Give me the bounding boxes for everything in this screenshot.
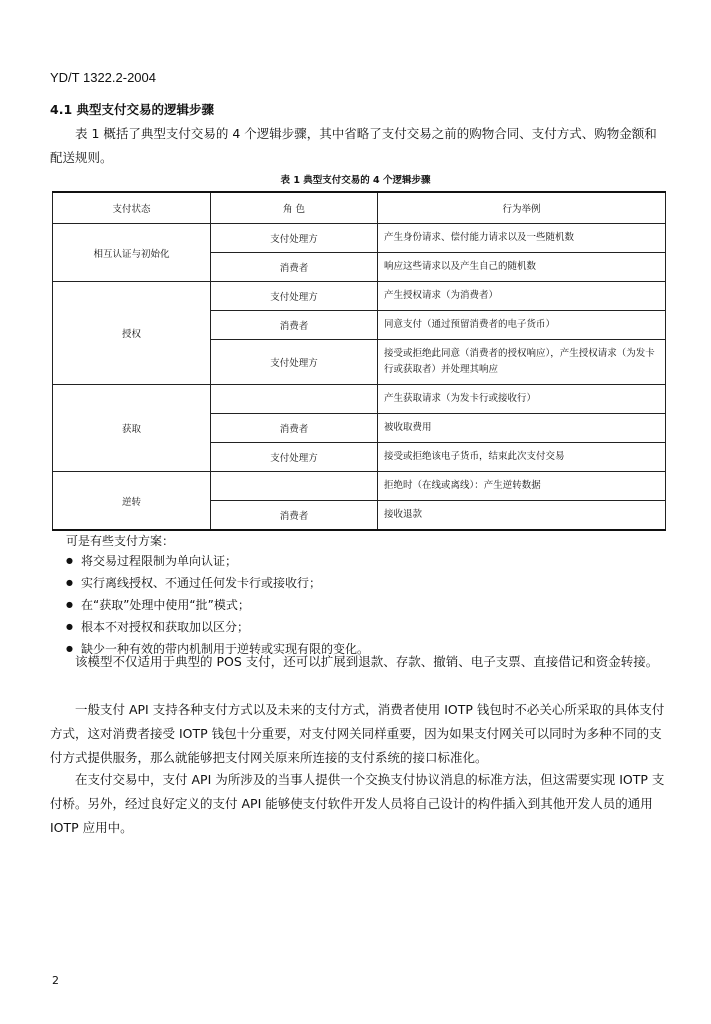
intro-paragraph: 表 1 概括了典型支付交易的 4 个逻辑步骤，其中省略了支付交易之前的购物合同、支付方式、购物金额和配送规则。	[50, 126, 657, 165]
role-cell: 消费者	[211, 311, 378, 340]
list-item-text: 实行离线授权、不通过任何发卡行或接收行；	[80, 576, 321, 590]
role-cell: 消费者	[211, 414, 378, 443]
table-row	[53, 282, 666, 311]
role-cell: 支付处理方	[211, 282, 378, 311]
action-cell: 产生获取请求（为发卡行或接收行）	[378, 385, 666, 414]
table-row	[53, 224, 666, 253]
state-cell: 授权	[53, 282, 211, 385]
options-intro: 可是有些支付方案：	[66, 534, 175, 548]
state-cell: 获取	[53, 385, 211, 472]
list-item	[66, 617, 369, 639]
document-header: YD/T 1322.2-2004	[50, 70, 156, 85]
body-paragraph: 该模型不仅适用于典型的 POS 支付，还可以扩展到退款、存款、撤销、电子支票、直接借记和资金转接。	[75, 654, 659, 669]
action-cell: 同意支付（通过预留消费者的电子货币）	[378, 311, 666, 340]
state-cell: 逆转	[53, 472, 211, 531]
list-item-text: 在“获取”处理中使用“批”模式；	[80, 598, 250, 612]
list-item-text: 将交易过程限制为单向认证；	[80, 554, 237, 568]
steps-table	[52, 191, 666, 531]
list-item-text: 根本不对授权和获取加以区分；	[80, 620, 249, 634]
action-cell: 响应这些请求以及产生自己的随机数	[378, 253, 666, 282]
role-cell	[211, 472, 378, 501]
role-cell: 支付处理方	[211, 340, 378, 385]
role-cell: 支付处理方	[211, 224, 378, 253]
list-item	[66, 551, 369, 573]
section-title: 4.1 典型支付交易的逻辑步骤	[50, 102, 214, 117]
body-paragraph: 一般支付 API 支持各种支付方式以及未来的支付方式，消费者使用 IOTP 钱包时不必关心所采取的具体支付方式，这对消费者接受 IOTP 钱包十分重要，对支付网关同样重要，因为如果支付网关可以同时为多种不同的支付方式提供服务，那么就能够把支付网关原来所连接的支付系统的接口标准化。	[50, 702, 665, 765]
action-cell: 拒绝时（在线或离线）：产生逆转数据	[378, 472, 666, 501]
list-item	[66, 573, 369, 595]
action-cell: 产生授权请求（为消费者）	[378, 282, 666, 311]
role-cell: 支付处理方	[211, 443, 378, 472]
page-number: 2	[52, 974, 59, 987]
table-caption: 表 1 典型支付交易的 4 个逻辑步骤	[280, 175, 431, 186]
table-header-row	[53, 192, 666, 224]
header-state: 支付状态	[53, 192, 211, 224]
action-cell: 接收退款	[378, 501, 666, 531]
action-cell: 产生身份请求、偿付能力请求以及一些随机数	[378, 224, 666, 253]
action-cell: 接受或拒绝该电子货币，结束此次支付交易	[378, 443, 666, 472]
action-cell: 被收取费用	[378, 414, 666, 443]
header-action: 行为举例	[378, 192, 666, 224]
role-cell	[211, 385, 378, 414]
list-item	[66, 595, 369, 617]
role-cell: 消费者	[211, 501, 378, 531]
role-cell: 消费者	[211, 253, 378, 282]
list-item-text: 缺少一种有效的带内机制用于逆转或实现有限的变化。	[80, 642, 369, 656]
state-cell: 相互认证与初始化	[53, 224, 211, 282]
action-cell: 接受或拒绝此同意（消费者的授权响应），产生授权请求（为发卡行或获取者）并处理其响应	[378, 340, 666, 385]
options-list	[66, 551, 369, 661]
table-row	[53, 385, 666, 414]
table-row	[53, 472, 666, 501]
header-role: 角 色	[211, 192, 378, 224]
body-paragraph: 在支付交易中，支付 API 为所涉及的当事人提供一个交换支付协议消息的标准方法，但这需要实现 IOTP 支付桥。另外，经过良好定义的支付 API 能够使支付软件开发人员将自己设计的构件插入到其他开发人员的通用 IOTP 应用中。	[50, 772, 665, 835]
